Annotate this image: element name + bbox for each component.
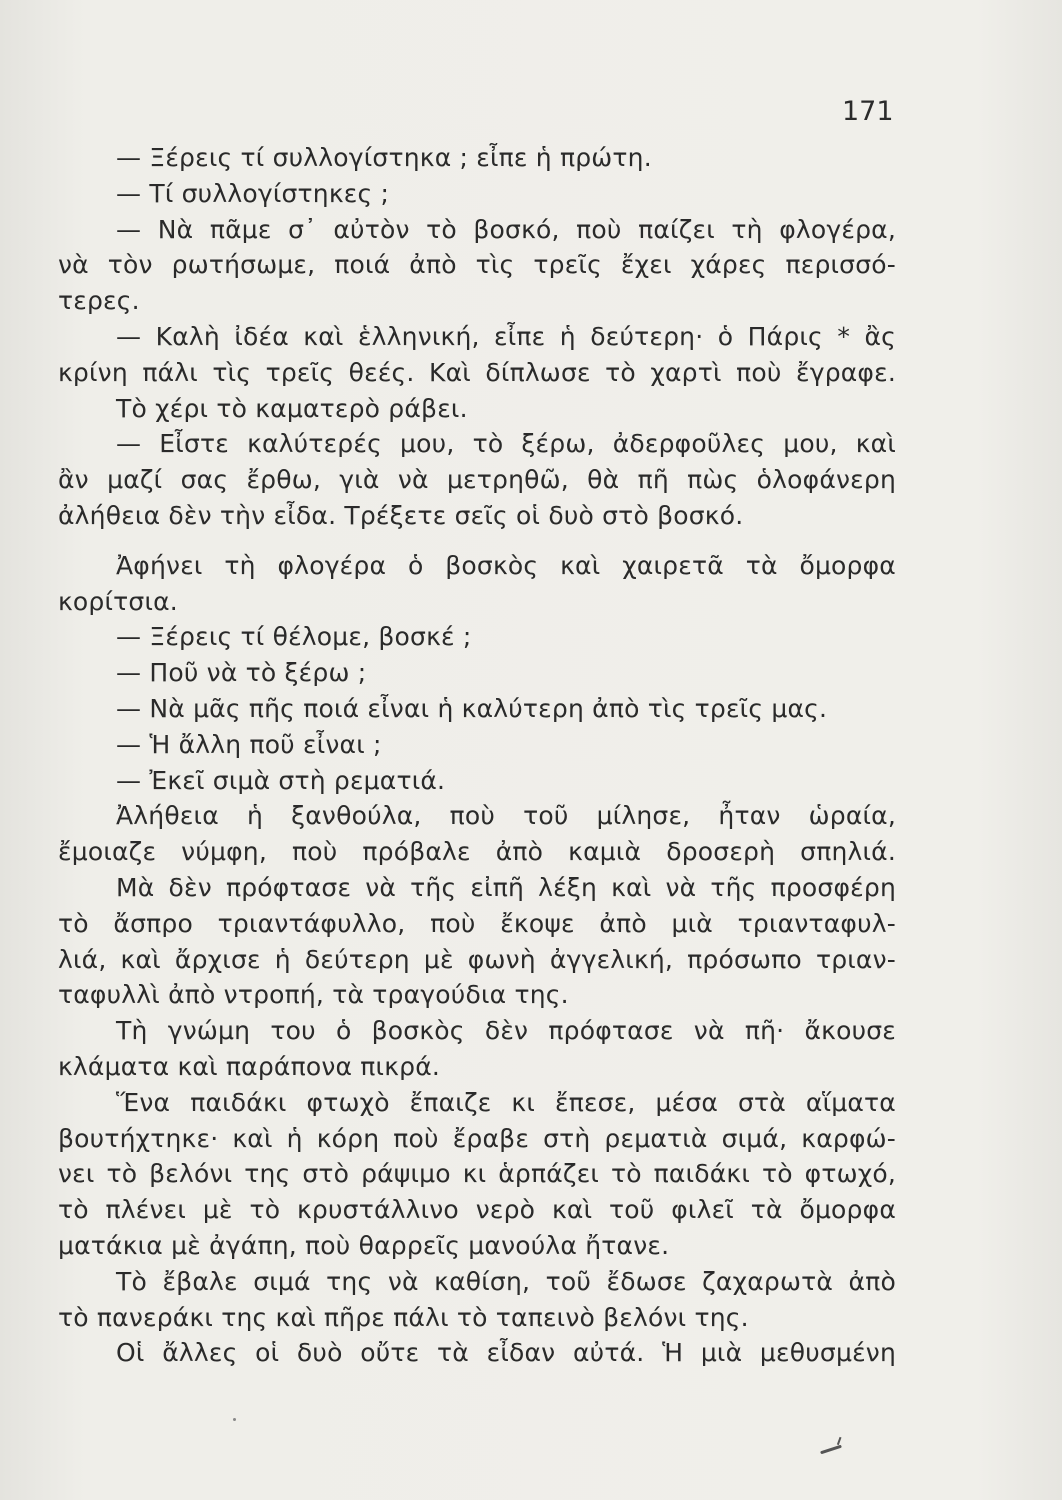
pencil-mark [820,1445,842,1455]
text-line: Ἀλήθεια ἡ ξανθούλα, ποὺ τοῦ μίλησε, ἦταν ὡραία, [116,801,896,831]
page-number: 171 [842,96,894,127]
text-line: νει τὸ βελόνι της στὸ ράψιμο κι ἁρπάζει τὸ παιδάκι τὸ φτωχό, [58,1159,896,1189]
text-line: — Ποῦ νὰ τὸ ξέρω ; [116,658,367,688]
text-line: κορίτσια. [58,586,178,616]
text-line: — Τί συλλογίστηκες ; [116,178,390,208]
text-line: τὸ πλένει μὲ τὸ κρυστάλλινο νερὸ καὶ τοῦ φιλεῖ τὰ ὄμορφα [58,1195,896,1225]
text-line: — Καλὴ ἰδέα καὶ ἑλληνική, εἶπε ἡ δεύτερη· ὁ Πάρις * ἂς [116,321,896,351]
text-line: — Ξέρεις τί θέλομε, βοσκέ ; [116,622,472,652]
text-line: Ἕνα παιδάκι φτωχὸ ἔπαιζε κι ἔπεσε, μέσα στὰ αἵματα [116,1087,896,1117]
text-line: Τὴ γνώμη του ὁ βοσκὸς δὲν πρόφτασε νὰ πῆ· ἄκουσε [116,1016,896,1046]
text-line: — Ἡ ἄλλη ποῦ εἶναι ; [116,729,382,759]
text-line: κρίνη πάλι τὶς τρεῖς θεές. Καὶ δίπλωσε τὸ χαρτὶ ποὺ ἔγραφε. [58,357,896,387]
text-line: νὰ τὸν ρωτήσωμε, ποιά ἀπὸ τὶς τρεῖς ἔχει χάρες περισσό- [58,250,896,280]
text-line: — Ξέρεις τί συλλογίστηκα ; εἶπε ἡ πρώτη. [116,143,652,172]
text-line: ἔμοιαζε νύμφη, ποὺ πρόβαλε ἀπὸ καμιὰ δροσερὴ σπηλιά. [58,837,896,867]
text-line: τερες. [58,286,140,316]
text-line: τὸ πανεράκι της καὶ πῆρε πάλι τὸ ταπεινὸ βελόνι της. [58,1302,749,1332]
text-line: — Νὰ πᾶμε σ᾽ αὐτὸν τὸ βοσκό, ποὺ παίζει τὴ φλογέρα, [116,214,896,244]
text-line: Τὸ χέρι τὸ καματερὸ ράβει. [116,393,468,423]
text-line: τὸ ἄσπρο τριαντάφυλλο, ποὺ ἔκοψε ἀπὸ μιὰ τριανταφυλ- [58,908,896,938]
text-line: Οἱ ἄλλες οἱ δυὸ οὔτε τὰ εἶδαν αὐτά. Ἡ μιὰ μεθυσμένη [116,1338,896,1368]
text-line: — Νὰ μᾶς πῆς ποιά εἶναι ἡ καλύτερη ἀπὸ τὶς τρεῖς μας. [116,693,828,723]
text-line: Τὸ ἔβαλε σιμά της νὰ καθίση, τοῦ ἔδωσε ζαχαρωτὰ ἀπὸ [116,1266,896,1296]
text-line: ἂν μαζί σας ἔρθω, γιὰ νὰ μετρηθῶ, θὰ πῆ πὼς ὁλοφάνερη [58,465,896,495]
text-line: λιά, καὶ ἄρχισε ἡ δεύτερη μὲ φωνὴ ἀγγελική, πρόσωπο τριαν- [58,944,896,974]
text-line: ἀλήθεια δὲν τὴν εἶδα. Τρέξετε σεῖς οἱ δυὸ στὸ βοσκό. [58,500,744,530]
text-line: βουτήχτηκε· καὶ ἡ κόρη ποὺ ἔραβε στὴ ρεματιὰ σιμά, καρφώ- [58,1123,896,1153]
paper-speck [233,1418,236,1421]
text-line: ματάκια μὲ ἀγάπη, ποὺ θαρρεῖς μανούλα ἤτανε. [58,1230,670,1260]
text-line: Ἀφήνει τὴ φλογέρα ὁ βοσκὸς καὶ χαιρετᾶ τὰ ὄμορφα [116,550,896,580]
text-line: ταφυλλὶ ἀπὸ ντροπή, τὰ τραγούδια της. [58,980,569,1010]
text-line: κλάματα καὶ παράπονα πικρά. [58,1051,441,1081]
text-line: — Ἐκεῖ σιμὰ στὴ ρεματιά. [116,765,446,795]
body-text [58,140,896,1371]
text-line: — Εἶστε καλύτερές μου, τὸ ξέρω, ἀδερφοῦλες μου, καὶ [116,429,896,459]
text-line: Μὰ δὲν πρόφτασε νὰ τῆς εἰπῆ λέξη καὶ νὰ τῆς προσφέρη [116,872,896,902]
